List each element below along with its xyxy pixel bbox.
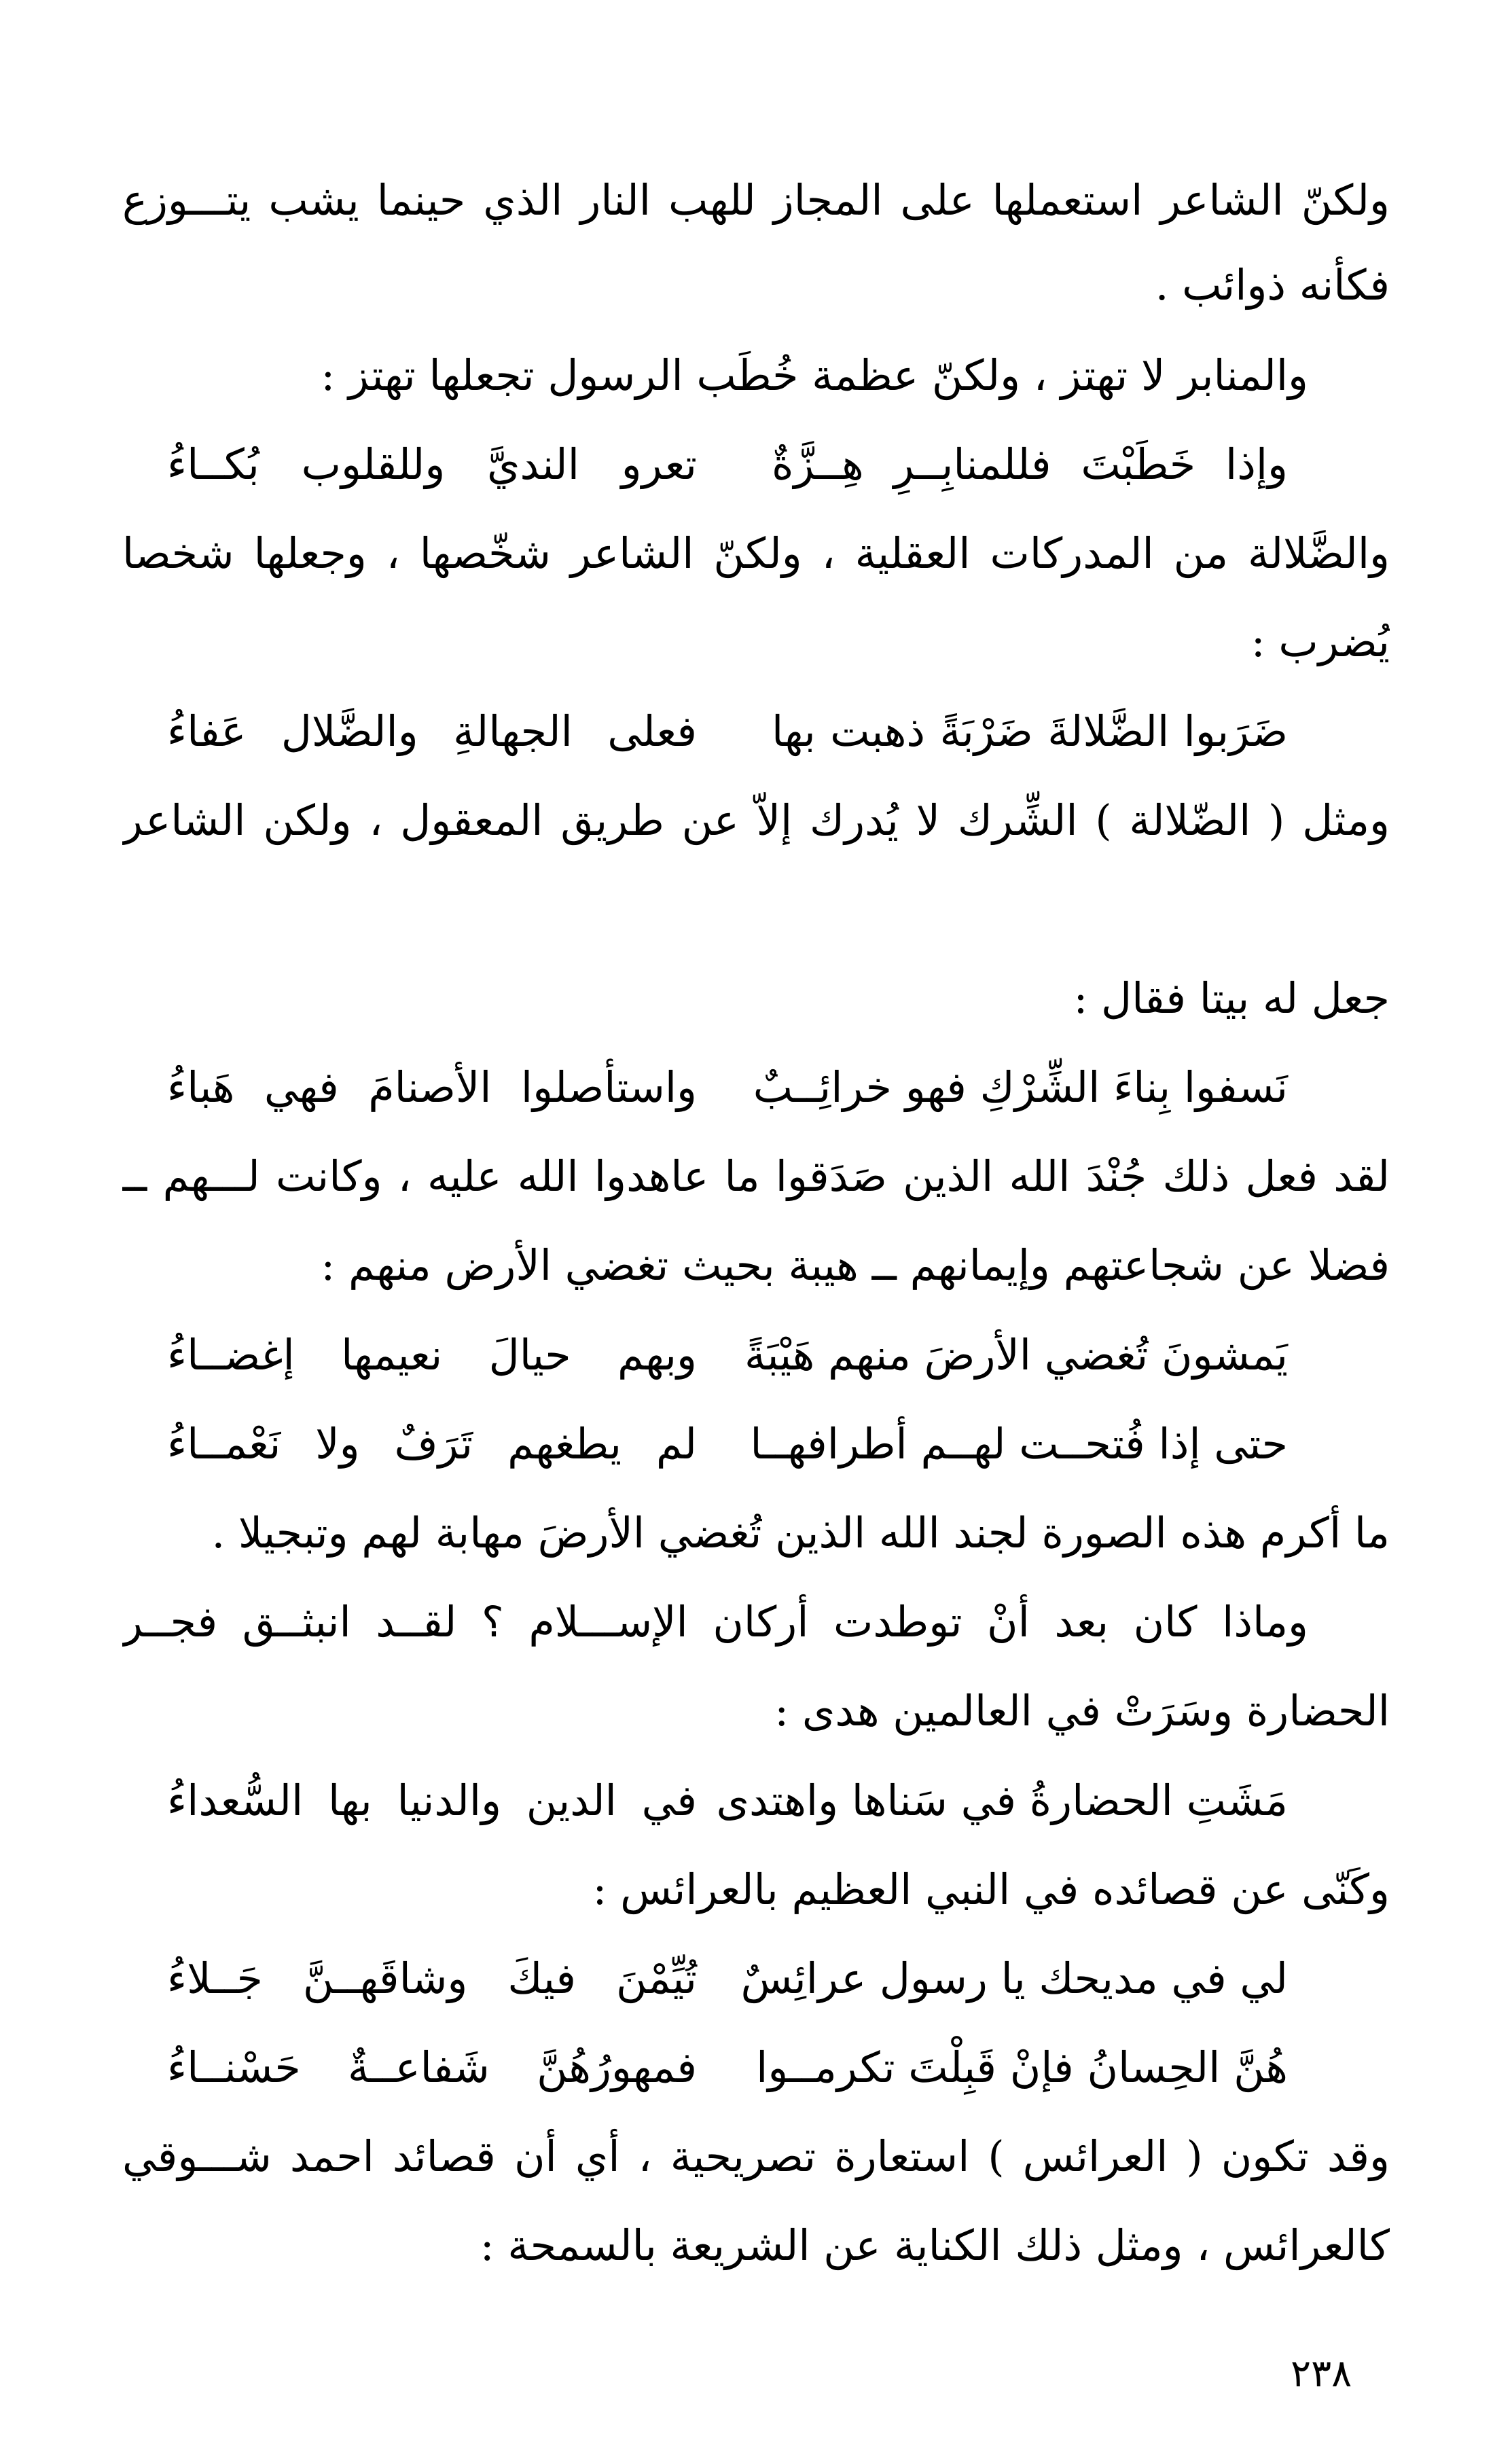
text-line-3: والمنابر لا تهتز ، ولكنّ عظمة خُطَب الرسول تجعلها تهتز : (321, 351, 1308, 400)
verse-2-first-hemistich: ضَرَبوا الضَّلالةَ ضَرْبَةً ذهبت بها (772, 706, 1288, 756)
verse-4-second-hemistich: وبهم حيالَ نعيمها إغضــاءُ (167, 1330, 697, 1380)
text-line-5: يُضرب : (1250, 617, 1390, 666)
text-line-15: كالعرائس ، ومثل ذلك الكناية عن الشريعة بالسمحة : (480, 2221, 1390, 2270)
verse-1-second-hemistich: تعرو النديَّ وللقلوب بُكــاءُ (167, 439, 697, 489)
text-line-10: ما أكرم هذه الصورة لجند الله الذين تُغضي الأرضَ مهابة لهم وتبجيلا . (211, 1508, 1390, 1558)
text-line-12: الحضارة وسَرَتْ في العالمين هدى : (774, 1686, 1390, 1736)
verse-8-first-hemistich: هُنَّ الحِسانُ فإنْ قَبِلْتَ تكرمــوا (756, 2043, 1288, 2092)
verse-8-second-hemistich: فمهورُهُنَّ شَفاعــةٌ حَسْنــاءُ (167, 2043, 697, 2092)
verse-1-first-hemistich: وإذا خَطَبْتَ فللمنابِــرِ هِــزَّةٌ (772, 439, 1288, 489)
verse-5-second-hemistich: لم يطغهم تَرَفٌ ولا نَعْمــاءُ (167, 1419, 697, 1469)
verse-7-second-hemistich: تُيِّمْنَ فيكَ وشاقَهــنَّ جَــلاءُ (167, 1954, 697, 2003)
text-line-7: جعل له بيتا فقال : (1073, 973, 1390, 1023)
text-line-4: والضَّلالة من المدركات العقلية ، ولكنّ الشاعر شخّصها ، وجعلها شخصا (122, 528, 1390, 578)
verse-5-first-hemistich: حتى إذا فُتحــت لهــم أطرافهــا (750, 1419, 1288, 1469)
verse-6-first-hemistich: مَشَتِ الحضارةُ في سَناها واهتدى (716, 1776, 1288, 1825)
verse-3-first-hemistich: نَسفوا بِناءَ الشِّرْكِ فهو خرائِــبٌ (753, 1062, 1288, 1112)
text-line-6: ومثل ( الضّلالة ) الشِّرك لا يُدرك إلاّ عن طريق المعقول ، ولكن الشاعر (122, 795, 1390, 845)
text-line-14: وقد تكون ( العرائس ) استعارة تصريحية ، أي أن قصائد احمد شـــوقي (122, 2132, 1390, 2181)
text-line-8: لقد فعل ذلك جُنْدَ الله الذين صَدَقوا ما عاهدوا الله عليه ، وكانت لـــهم ــ (122, 1151, 1390, 1201)
verse-7-first-hemistich: لي في مديحك يا رسول عرائِسٌ (740, 1954, 1288, 2003)
text-line-13: وكَنّى عن قصائده في النبي العظيم بالعرائس : (592, 1865, 1390, 1914)
verse-3-second-hemistich: واستأصلوا الأصنامَ فهي هَباءُ (167, 1062, 697, 1112)
text-line-11: وماذا كان بعد أنْ توطدت أركان الإســـلام ؟ لقــد انبثــق فجــر (122, 1597, 1308, 1647)
verse-4-first-hemistich: يَمشونَ تُغضي الأرضَ منهم هَيْبَةً (744, 1330, 1288, 1380)
text-line-1: ولكنّ الشاعر استعملها على المجاز للهب النار الذي حينما يشب يتـــوزع (122, 175, 1390, 225)
verse-2-second-hemistich: فعلى الجهالةِ والضَّلال عَفاءُ (167, 706, 697, 756)
page-number: ٢٣٨ (1291, 2352, 1352, 2396)
text-line-2: فكأنه ذوائب . (1155, 260, 1390, 310)
verse-6-second-hemistich: في الدين والدنيا بها السُّعداءُ (167, 1776, 697, 1825)
text-line-9: فضلا عن شجاعتهم وإيمانهم ــ هيبة بحيث تغضي الأرض منهم : (321, 1240, 1390, 1290)
